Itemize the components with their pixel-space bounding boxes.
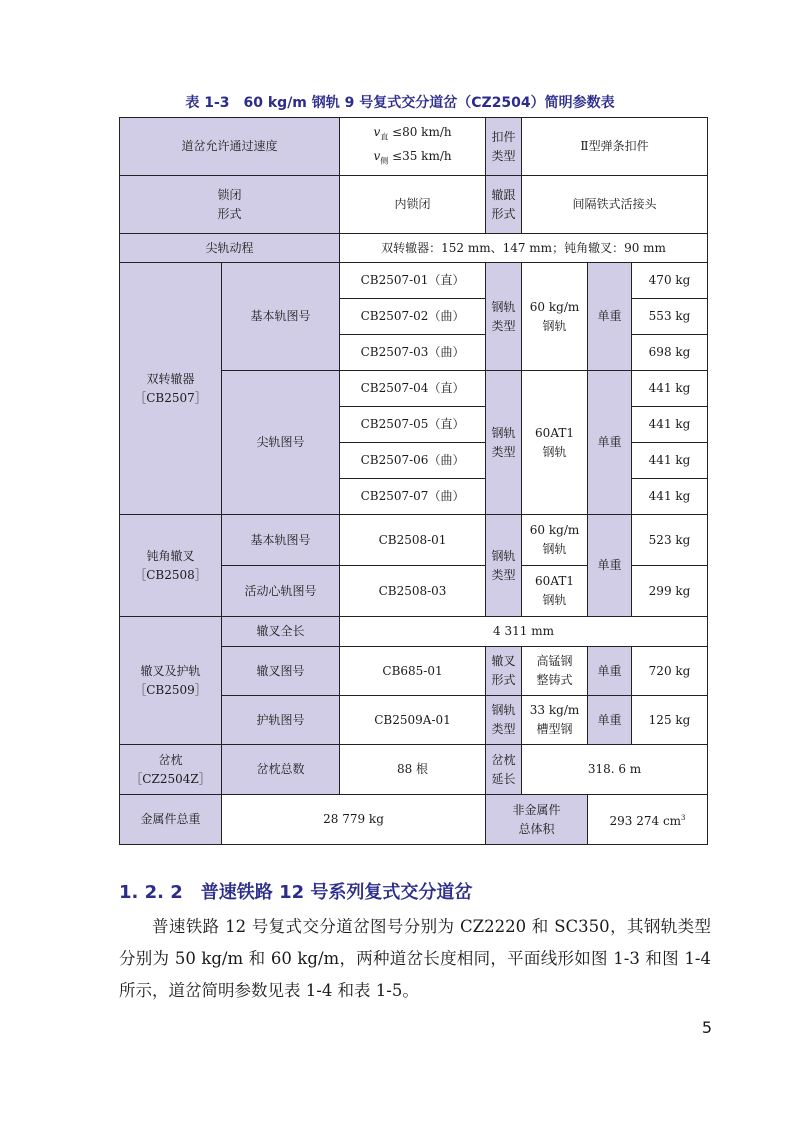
point-rail-weight: 441 kg [632,479,708,515]
section-title: 普速铁路 12 号系列复式交分道岔 [200,882,473,903]
rail-type-label: 钢轨 类型 [486,515,522,617]
unit-weight-label: 单重 [588,515,632,617]
stock-rail-weight: 698 kg [632,335,708,371]
stock-rail-type: 60 kg/m 钢轨 [522,263,588,371]
guard-type: 33 kg/m 槽型钢 [522,696,588,745]
guard-weight: 125 kg [632,696,708,745]
lock-value: 内锁闭 [340,176,486,234]
obtuse-stock-weight: 523 kg [632,515,708,566]
sleeper-count-label: 岔枕总数 [222,745,340,795]
switch-group-label: 双转辙器 ［CB2507］ [120,263,222,515]
rail-type-label: 钢轨 类型 [486,263,522,371]
rail-type-label: 钢轨 类型 [486,696,522,745]
metal-weight-label: 金属件总重 [120,795,222,845]
frog-form-value: 高锰钢 整铸式 [522,647,588,696]
frog-group-label: 辙叉及护轨 ［CB2509］ [120,617,222,745]
point-rail-type: 60AT1 钢轨 [522,371,588,515]
unit-weight-label: 单重 [588,263,632,371]
stroke-value: 双转辙器：152 mm、147 mm；钝角辙叉：90 mm [340,234,708,263]
nonmetal-volume-value: 293 274 $cm^3$ [588,795,708,845]
section-number: 1. 2. 2 [119,882,183,903]
fastener-label: 扣件 类型 [486,118,522,176]
obtuse-stock-drawing: CB2508-01 [340,515,486,566]
frog-form-label: 辙叉 形式 [486,647,522,696]
frog-length-value: 4 311 mm [340,617,708,647]
sleeper-length-label: 岔枕 延长 [486,745,522,795]
paragraph-text: 普速铁路 12 号复式交分道岔图号分别为 CZ2220 和 SC350，其钢轨类型分别为 50 kg/m 和 60 kg/m，两种道岔长度相同，平面线形如图 1-3 和图 1-4 所示，道岔简明参数见表 1-4 和表 1-5。 [119,917,711,1000]
frog-drawing: CB685-01 [340,647,486,696]
fastener-value: Ⅱ型弹条扣件 [522,118,708,176]
lock-label: 锁闭 形式 [120,176,340,234]
stock-rail-drawing: CB2507-01（直） [340,263,486,299]
stock-rail-label: 基本轨图号 [222,263,340,371]
rail-type-label: 钢轨 类型 [486,371,522,515]
point-rail-drawing: CB2507-06（曲） [340,443,486,479]
speed-values [340,118,486,176]
movable-weight: 299 kg [632,566,708,617]
frog-weight: 720 kg [632,647,708,696]
point-rail-drawing: CB2507-05（直） [340,407,486,443]
speed-straight: $v_直 \le 80$ km/h [373,125,452,142]
point-rail-weight: 441 kg [632,371,708,407]
movable-drawing: CB2508-03 [340,566,486,617]
stroke-label: 尖轨动程 [120,234,340,263]
stock-rail-drawing: CB2507-03（曲） [340,335,486,371]
point-rail-weight: 441 kg [632,443,708,479]
metal-weight-value: 28 779 kg [222,795,486,845]
unit-weight-label: 单重 [588,371,632,515]
parameter-table [119,117,708,845]
obtuse-stock-label: 基本轨图号 [222,515,340,566]
table-caption: 表 1-3 60 kg/m 钢轨 9 号复式交分道岔（CZ2504）简明参数表 [185,95,615,111]
page-number: 5 [701,1018,712,1037]
point-rail-weight: 441 kg [632,407,708,443]
obtuse-stock-type: 60 kg/m 钢轨 [522,515,588,566]
guard-drawing: CB2509A-01 [340,696,486,745]
section-heading [119,880,472,906]
heel-value: 间隔铁式活接头 [522,176,708,234]
sleeper-group-label: 岔枕 ［CZ2504Z］ [120,745,222,795]
frog-length-label: 辙叉全长 [222,617,340,647]
stock-rail-weight: 553 kg [632,299,708,335]
obtuse-group-label: 钝角辙叉 ［CB2508］ [120,515,222,617]
stock-rail-weight: 470 kg [632,263,708,299]
stock-rail-drawing: CB2507-02（曲） [340,299,486,335]
point-rail-drawing: CB2507-04（直） [340,371,486,407]
sleeper-count: 88 根 [340,745,486,795]
sleeper-length-value: 318. 6 m [522,745,708,795]
point-rail-drawing: CB2507-07（曲） [340,479,486,515]
nonmetal-volume-label: 非金属件 总体积 [486,795,588,845]
body-paragraph [119,911,711,1007]
frog-drawing-label: 辙叉图号 [222,647,340,696]
movable-type: 60AT1 钢轨 [522,566,588,617]
speed-side: $v_侧 \le 35$ km/h [373,148,452,165]
unit-weight-label: 单重 [588,647,632,696]
point-rail-label: 尖轨图号 [222,371,340,515]
heel-label: 辙跟 形式 [486,176,522,234]
speed-label: 道岔允许通过速度 [120,118,340,176]
guard-label: 护轨图号 [222,696,340,745]
movable-label: 活动心轨图号 [222,566,340,617]
unit-weight-label: 单重 [588,696,632,745]
